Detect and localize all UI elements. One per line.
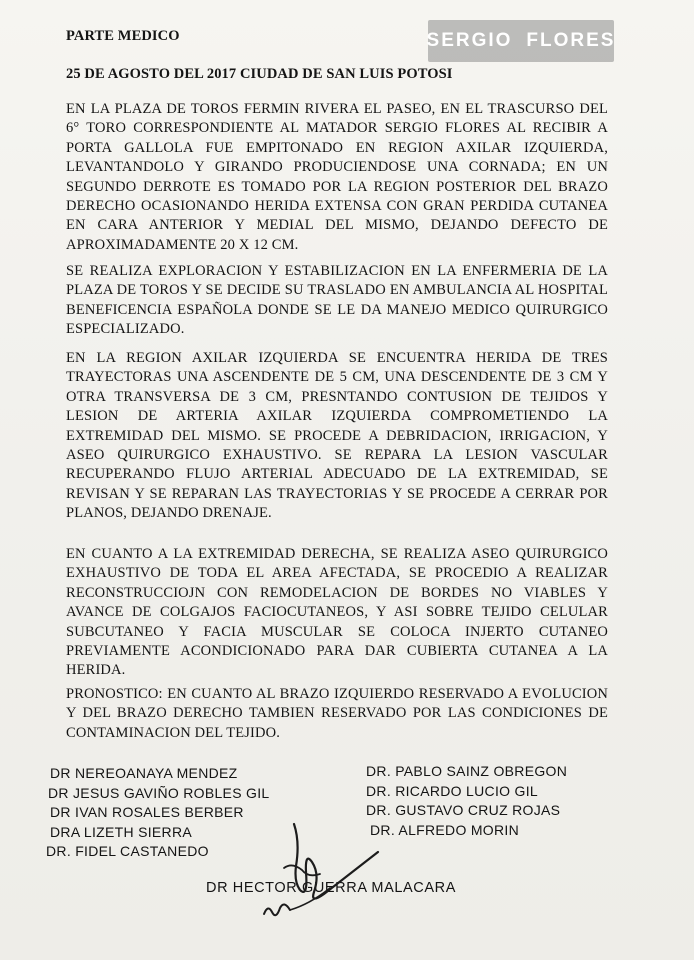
doctor-name: DR IVAN ROSALES BERBER bbox=[50, 804, 244, 820]
doctor-name: DR. PABLO SAINZ OBREGON bbox=[366, 763, 568, 779]
report-date-location: 25 DE AGOSTO DEL 2017 CIUDAD DE SAN LUIS POTOSI bbox=[66, 66, 453, 82]
doctor-name: DRA LIZETH SIERRA bbox=[50, 823, 193, 840]
handwritten-signature bbox=[250, 812, 390, 932]
logo-word-left: SERGIO bbox=[426, 30, 513, 51]
paragraph-prognosis: PRONOSTICO: EN CUANTO AL BRAZO IZQUIERDO RESERVADO A EVOLUCION Y DEL BRAZO DERECHO TAMBIEN RESERVADO POR LAS CONDICIONES DE CONTAMINACION DEL TEJIDO. bbox=[66, 686, 608, 741]
doctor-name: DR. RICARDO LUCIO GIL bbox=[366, 782, 538, 799]
doctor-name: DR. GUSTAVO CRUZ ROJAS bbox=[366, 802, 561, 818]
logo-word-right: FLORES bbox=[526, 30, 616, 51]
sergio-flores-logo bbox=[428, 20, 614, 62]
doctor-name: DR. FIDEL CASTANEDO bbox=[46, 843, 209, 859]
paragraph-incident: EN LA PLAZA DE TOROS FERMIN RIVERA EL PASEO, EN EL TRASCURSO DEL 6° TORO CORRESPONDIENTE AL MATADOR SERGIO FLORES AL RECIBIR A PORTA GALLOLA FUE EMPITONADO EN REGION AXILAR IZQUIERDA, LEVANTANDOLO Y GIRANDO PRODUCIENDOSE UNA CORNADA; EN UN SEGUNDO DERROTE ES TOMADO POR LA REGION POSTERIOR DEL BRAZO DERECHO OCASIONANDO HERIDA EXTENSA CON GRAN PERDIDA CUTANEA EN CARA ANTERIOR Y MEDIAL DEL MISMO, DEJANDO DEFECTO DE APROXIMADAMENTE 20 X 12 CM. bbox=[66, 101, 608, 253]
doctor-name: DR JESUS GAVIÑO ROBLES GIL bbox=[48, 784, 270, 801]
paragraph-left-axilla: EN LA REGION AXILAR IZQUIERDA SE ENCUENTRA HERIDA DE TRES TRAYECTORAS UNA ASCENDENTE DE 5 CM, UNA DESCENDENTE DE 3 CM Y OTRA TRANSVERSA DE 3 CM, PRESNTANDO CONTUSION DE TEJIDOS Y LESION DE ARTERIA AXILAR IZQUIERDA COMPROMETIENDO LA EXTREMIDAD DEL MISMO. SE PROCEDE A DEBRIDACION, IRRIGACION, Y ASEO QUIRURGICO EXHAUSTIVO. SE REPARA LA LESION VASCULAR RECUPERANDO FLUJO ARTERIAL ADECUADO DE LA EXTREMIDAD, SE REVISAN Y SE REPARAN LAS TRAYECTORIAS Y SE PROCEDE A CERRAR POR PLANOS, DEJANDO DRENAJE. bbox=[66, 350, 608, 522]
doctor-name: DR NEREOANAYA MENDEZ bbox=[50, 765, 238, 781]
doctors-list-left bbox=[46, 764, 269, 862]
report-title: PARTE MEDICO bbox=[66, 28, 180, 44]
doctor-name: DR. ALFREDO MORIN bbox=[370, 821, 520, 838]
lead-doctor-name: DR HECTOR GUERRA MALACARA bbox=[206, 880, 456, 896]
doctors-list-right bbox=[366, 762, 567, 840]
paragraph-right-arm: EN CUANTO A LA EXTREMIDAD DERECHA, SE REALIZA ASEO QUIRURGICO EXHAUSTIVO DE TODA EL AREA AFECTADA, SE PROCEDIO A REALIZAR RECONSTRUCCIOJN CON REMODELACION DE BORDES NO VIABLES Y AVANCE DE COLGAJOS FACIOCUTANEOS, Y ASI SOBRE TEJIDO CELULAR SUBCUTANEO Y FACIA MUSCULAR SE COLOCA INJERTO CUTANEO PREVIAMENTE ACONDICIONADO PARA DAR CUBIERTA CUTANEA A LA HERIDA. bbox=[66, 546, 608, 679]
paragraph-transfer: SE REALIZA EXPLORACION Y ESTABILIZACION EN LA ENFERMERIA DE LA PLAZA DE TOROS Y SE DECIDE SU TRASLADO EN AMBULANCIA AL HOSPITAL BENEFICENCIA ESPAÑOLA DONDE SE LE DA MANEJO MEDICO QUIRURGICO ESPECIALIZADO. bbox=[66, 263, 608, 338]
